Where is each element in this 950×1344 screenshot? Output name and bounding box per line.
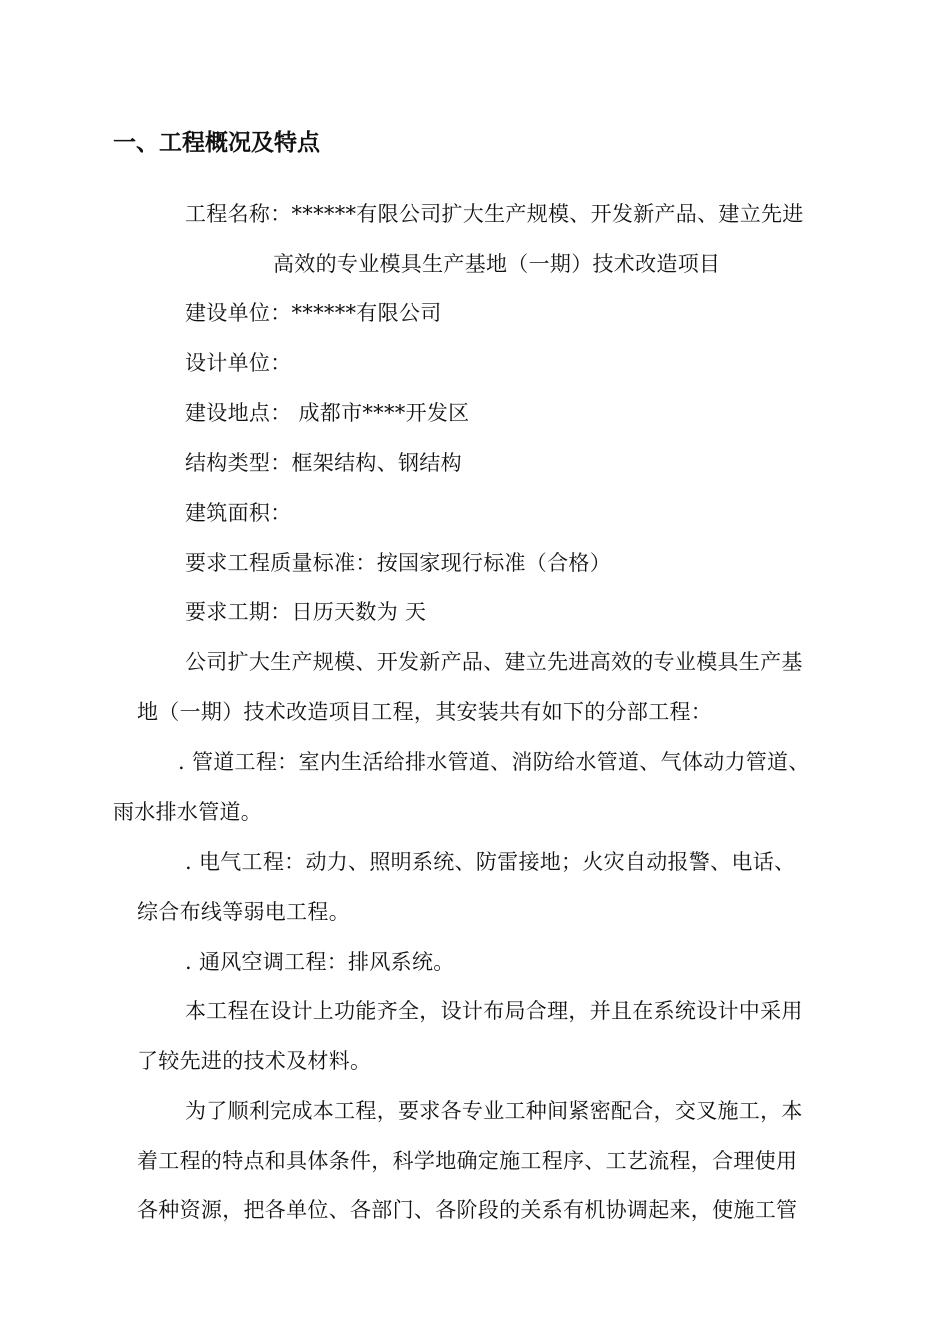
design-unit: 设计单位： <box>185 351 292 375</box>
section-title: 一、工程概况及特点 <box>113 130 320 156</box>
structure-type: 结构类型：框架结构、钢结构 <box>185 451 462 475</box>
list-item-pipeline: . 管道工程：室内生活给排水管道、消防给水管道、气体动力管道、 <box>178 750 810 774</box>
list-item-hvac: . 通风空调工程：排风系统。 <box>185 950 455 974</box>
paragraph-line: 各种资源，把各单位、各部门、各阶段的关系有机协调起来，使施工管 <box>137 1198 798 1222</box>
paragraph-line: 为了顺利完成本工程，要求各专业工种间紧密配合，交叉施工，本 <box>185 1099 803 1123</box>
paragraph-line: 公司扩大生产规模、开发新产品、建立先进高效的专业模具生产基 <box>185 650 803 674</box>
building-area: 建筑面积： <box>185 501 292 525</box>
project-name-line: 工程名称：******有限公司扩大生产规模、开发新产品、建立先进 <box>185 202 804 226</box>
project-name-continued: 高效的专业模具生产基地（一期）技术改造项目 <box>273 252 721 276</box>
construction-location: 建设地点： 成都市****开发区 <box>185 401 470 425</box>
list-item-electrical: . 电气工程：动力、照明系统、防雷接地；火灾自动报警、电话、 <box>185 850 796 874</box>
list-item-pipeline-continued: 雨水排水管道。 <box>113 800 263 824</box>
paragraph-line: 本工程在设计上功能齐全，设计布局合理，并且在系统设计中采用 <box>185 999 803 1023</box>
construction-period: 要求工期：日历天数为 天 <box>185 600 427 624</box>
quality-standard: 要求工程质量标准：按国家现行标准（合格） <box>185 551 611 575</box>
paragraph-line: 地（一期）技术改造项目工程，其安装共有如下的分部工程： <box>137 700 713 724</box>
construction-unit: 建设单位：******有限公司 <box>185 301 442 325</box>
paragraph-line: 着工程的特点和具体条件，科学地确定施工程序、工艺流程，合理使用 <box>137 1149 798 1173</box>
paragraph-line: 了较先进的技术及材料。 <box>137 1049 372 1073</box>
list-item-electrical-continued: 综合布线等弱电工程。 <box>137 900 350 924</box>
